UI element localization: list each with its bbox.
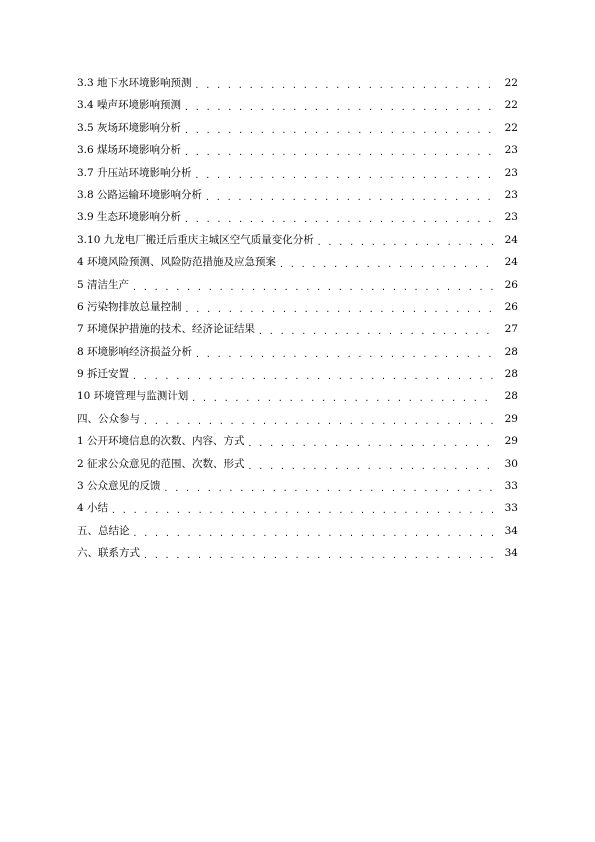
toc-entry-title: 3.9 生态环境影响分析 <box>77 211 182 224</box>
toc-entry-title: 四、公众参与 <box>77 412 140 425</box>
toc-entry-title: 8 环境影响经济损益分析 <box>77 345 193 358</box>
toc-dot-leader <box>184 213 496 227</box>
toc-entry[interactable] <box>77 254 518 276</box>
toc-entry[interactable] <box>77 388 518 410</box>
toc-dot-leader <box>191 392 496 406</box>
toc-entry[interactable] <box>77 299 518 321</box>
toc-dot-leader <box>195 79 496 93</box>
toc-entry[interactable] <box>77 232 518 254</box>
table-of-contents <box>77 75 518 568</box>
toc-dot-leader <box>132 281 496 295</box>
toc-entry[interactable] <box>77 366 518 388</box>
toc-entry[interactable] <box>77 142 518 164</box>
toc-dot-leader <box>279 258 496 272</box>
toc-entry-title: 3.4 噪声环境影响预测 <box>77 99 182 112</box>
toc-dot-leader <box>164 482 496 496</box>
toc-entry-title: 4 环境风险预测、风险防范措施及应急预案 <box>77 256 277 269</box>
toc-dot-leader <box>205 191 496 205</box>
toc-entry[interactable] <box>77 187 518 209</box>
toc-entry-page: 22 <box>504 77 518 89</box>
toc-dot-leader <box>184 146 496 160</box>
toc-entry[interactable] <box>77 500 518 522</box>
toc-entry[interactable] <box>77 97 518 119</box>
toc-entry-title: 4 小结 <box>77 502 109 515</box>
toc-dot-leader <box>258 325 496 339</box>
toc-entry[interactable] <box>77 433 518 455</box>
toc-entry-page: 22 <box>504 121 518 134</box>
toc-dot-leader <box>248 460 496 474</box>
toc-entry-page: 26 <box>504 300 518 313</box>
toc-entry[interactable] <box>77 523 518 545</box>
toc-entry-page: 24 <box>504 256 518 269</box>
toc-entry-title: 3.3 地下水环境影响预测 <box>77 77 192 89</box>
toc-entry[interactable] <box>77 321 518 343</box>
toc-entry[interactable] <box>77 165 518 187</box>
toc-entry-title: 7 环境保护措施的技术、经济论证结果 <box>77 323 256 336</box>
toc-dot-leader <box>133 527 497 541</box>
toc-entry[interactable] <box>77 344 518 366</box>
toc-entry-page: 29 <box>504 435 518 448</box>
toc-entry-page: 28 <box>504 390 518 403</box>
toc-dot-leader <box>184 124 496 138</box>
toc-entry-page: 34 <box>504 524 518 537</box>
toc-entry-title: 3.7 升压站环境影响分析 <box>77 166 192 179</box>
toc-entry-title: 1 公开环境信息的次数、内容、方式 <box>77 435 245 448</box>
toc-entry-page: 23 <box>504 188 518 201</box>
toc-entry-title: 五、总结论 <box>77 524 130 537</box>
toc-entry[interactable] <box>77 277 518 299</box>
toc-entry-title: 9 拆迁安置 <box>77 368 130 381</box>
toc-entry-title: 3.10 九龙电厂搬迁后重庆主城区空气质量变化分析 <box>77 233 314 246</box>
toc-entry-page: 23 <box>504 166 518 179</box>
toc-entry-title: 3 公众意见的反馈 <box>77 480 161 493</box>
toc-entry-title: 3.8 公路运输环境影响分析 <box>77 188 203 201</box>
toc-entry-page: 28 <box>504 368 518 381</box>
toc-entry-page: 26 <box>504 278 518 291</box>
toc-entry[interactable] <box>77 209 518 231</box>
toc-entry-page: 30 <box>504 457 518 470</box>
toc-entry-title: 10 环境管理与监测计划 <box>77 390 189 403</box>
toc-entry-title: 六、联系方式 <box>77 547 140 560</box>
toc-dot-leader <box>184 101 496 115</box>
toc-dot-leader <box>143 549 496 563</box>
toc-dot-leader <box>195 348 496 362</box>
toc-entry[interactable] <box>77 545 518 567</box>
toc-entry-title: 5 清洁生产 <box>77 278 130 291</box>
toc-entry-page: 27 <box>504 323 518 336</box>
toc-dot-leader <box>195 169 496 183</box>
toc-dot-leader <box>111 504 496 518</box>
toc-dot-leader <box>185 303 496 317</box>
toc-entry[interactable] <box>77 120 518 142</box>
toc-entry-title: 2 征求公众意见的范围、次数、形式 <box>77 457 245 470</box>
toc-entry[interactable] <box>77 478 518 500</box>
toc-entry[interactable] <box>77 75 518 97</box>
toc-dot-leader <box>248 437 496 451</box>
toc-dot-leader <box>143 415 496 429</box>
toc-entry-page: 34 <box>504 547 518 560</box>
toc-entry-page: 33 <box>504 502 518 515</box>
toc-entry[interactable] <box>77 456 518 478</box>
toc-entry-page: 29 <box>504 412 518 425</box>
toc-entry-title: 3.5 灰场环境影响分析 <box>77 121 182 134</box>
toc-dot-leader <box>132 370 496 384</box>
toc-entry-page: 23 <box>504 211 518 224</box>
toc-entry-page: 28 <box>504 345 518 358</box>
toc-entry-page: 24 <box>504 233 518 246</box>
toc-dot-leader <box>317 236 496 250</box>
toc-entry-title: 3.6 煤场环境影响分析 <box>77 144 182 157</box>
toc-entry-title: 6 污染物排放总量控制 <box>77 300 182 313</box>
toc-entry[interactable] <box>77 411 518 433</box>
toc-entry-page: 22 <box>504 99 518 112</box>
toc-entry-page: 23 <box>504 144 518 157</box>
toc-entry-page: 33 <box>504 480 518 493</box>
